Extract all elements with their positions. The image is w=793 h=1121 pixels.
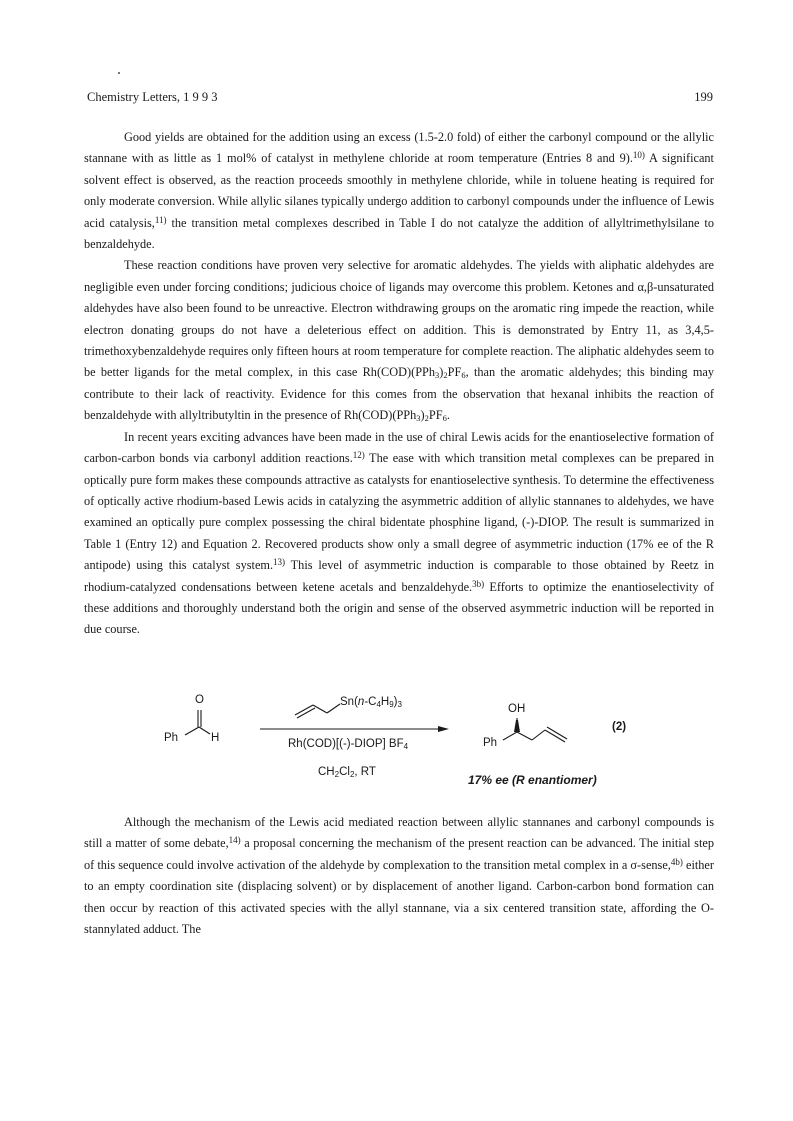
ref-11: 11) bbox=[154, 214, 167, 225]
product-phenyl: Ph bbox=[483, 737, 498, 749]
journal-name: Chemistry Letters, 1 9 9 3 bbox=[87, 90, 218, 104]
reaction-arrow-head bbox=[438, 726, 449, 732]
equation-number: (2) bbox=[612, 721, 627, 733]
catalyst: Rh(COD)[(-)-DIOP] $BF_4$ bbox=[288, 738, 409, 751]
reagent-stannane: $Sn(n-C_4H_9)_3$ bbox=[340, 696, 402, 709]
body-text-continued bbox=[84, 812, 714, 940]
reactant-phenyl: Ph bbox=[164, 732, 179, 744]
ref-10: 10) bbox=[632, 150, 645, 161]
product-ph-bond bbox=[503, 732, 517, 740]
reactant-oxygen: O bbox=[195, 694, 204, 706]
ref-14: 14) bbox=[228, 835, 241, 846]
wedge-bond bbox=[514, 720, 520, 732]
c-h-bond bbox=[199, 727, 210, 734]
solvent-conditions: $CH_2Cl_2$, RT bbox=[318, 766, 376, 779]
paragraph-yields: Good yields are obtained for the addition using an excess (1.5-2.0 fold) of either the carbonyl compound or the allylic stannane with as little as 1 mol% of catalyst in methylene chloride at room temperature (Entries 8 and 9).$^{10)}$ A significant solvent effect is observed, as the reaction proceeds smoothly in methylene chloride, while in toluene heating is required for only moderate conversion. While allylic silanes typically undergo addition to carbonyl compounds under the influence of Lewis acid catalysis,$^{11)}$ the transition metal complexes described in Table I do not catalyze the addition of allyltrimethylsilane to benzaldehyde. bbox=[84, 130, 714, 252]
running-head bbox=[87, 90, 713, 108]
reaction-scheme bbox=[150, 690, 650, 795]
paragraph-mechanism: Although the mechanism of the Lewis acid mediated reaction between allylic stannanes and carbonyl compounds is still a matter of some debate,$^{14)}$ a proposal concerning the mechanism of the present reaction can be advanced. The initial step of this sequence could involve activation of the aldehyde by complexation to the transition metal complex in a σ-sense,$^{4b)}$ either to an empty coordination site (displacing solvent) or by displacement of another ligand. Carbon-carbon bond formation can then occur by reaction of this activated species with the allyl stannane, via a six centered transition state, affording the O-stannylated adduct. The bbox=[84, 815, 714, 937]
reactant-hydrogen: H bbox=[211, 732, 220, 744]
product-chain-1 bbox=[517, 732, 532, 740]
allyl-single-2 bbox=[327, 704, 340, 713]
product-hydroxyl: OH bbox=[508, 703, 526, 715]
allyl-single-1 bbox=[313, 705, 327, 713]
paragraph-selectivity: These reaction conditions have proven very selective for aromatic aldehydes. The yields with aliphatic aldehydes are negligible even under forcing conditions; judicious choice of ligands may overcome this problem. Ketones and α,β-unsaturated aldehydes have also been found to be unreactive. Electron withdrawing groups on the aromatic ring impede the reaction, while electron donating groups do not have a deleterious effect on addition. This is demonstrated by Entry 11, as 3,4,5-trimethoxybenzaldehyde requires only fifteen hours at room temperature for complete reaction. The aliphatic aldehydes seem to be better ligands for the metal complex, in this case $Rh(COD)(PPh_3)_2PF_6$, than the aromatic aldehydes; this binding may contribute to their lack of reactivity. Evidence for this comes from the observation that hexanal inhibits the reaction of benzaldehyde with allyltributyltin in the presence of $Rh(COD)(PPh_3)_2PF_6$. bbox=[84, 258, 714, 424]
product-chain-2 bbox=[532, 730, 545, 740]
enantiomeric-excess: 17% ee (R enantiomer) bbox=[468, 773, 597, 787]
ref-3b: 3b) bbox=[472, 578, 485, 589]
body-text bbox=[84, 127, 714, 641]
page-number: 199 bbox=[694, 90, 713, 104]
ref-13: 13) bbox=[273, 557, 286, 568]
scan-speck bbox=[118, 72, 120, 74]
paragraph-chiral: In recent years exciting advances have been made in the use of chiral Lewis acids for the enantioselective formation of carbon-carbon bonds via carbonyl addition reactions.$^{12)}$ The ease with which transition metal complexes can be prepared in optically pure form makes these compounds attractive as catalysts for enantioselective synthesis. To determine the effectiveness of optically active rhodium-based Lewis acids in catalyzing the asymmetric addition of allylic stannanes to aldehydes, we have examined an optically pure complex possessing the chiral bidentate phosphine ligand, (-)-DIOP. The result is summarized in Table 1 (Entry 12) and Equation 2. Recovered products show only a small degree of asymmetric induction (17% ee of the R antipode) using this catalyst system.$^{13)}$ This level of asymmetric induction is comparable to those obtained by Reetz in rhodium-catalyzed condensations between ketene acetals and benzaldehyde.$^{3b)}$ Efforts to optimize the enantioselectivity of these additions and thoroughly understand both the origin and sense of the observed asymmetric induction will be reported in due course. bbox=[84, 429, 714, 637]
ref-12: 12) bbox=[352, 450, 365, 461]
ref-4b: 4b) bbox=[670, 856, 683, 867]
ph-c-bond bbox=[185, 727, 199, 735]
